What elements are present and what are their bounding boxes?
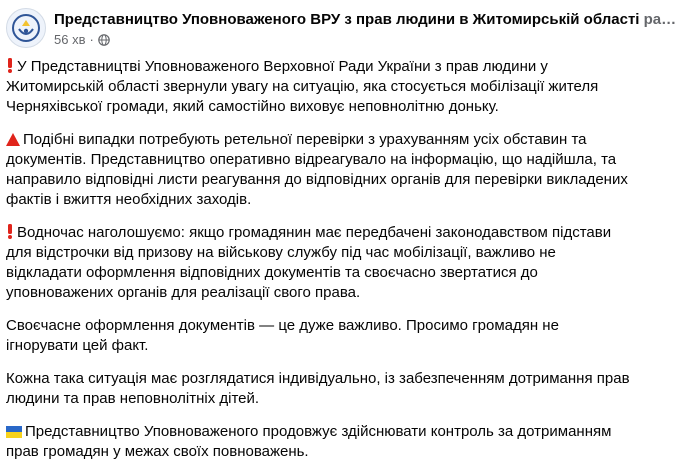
post-meta (54, 32, 110, 48)
red-triangle-emoji-icon (6, 133, 20, 146)
paragraph-text: Представництво Уповноваженого продовжує здійснювати контроль за дотриманням прав громадян у межах своїх повноважень. (6, 423, 612, 460)
page-name-truncation: ра… (639, 11, 676, 28)
post-timestamp[interactable]: 56 хв (54, 32, 86, 47)
page-name[interactable]: Представництво Уповноваженого ВРУ з прав людини в Житомирській області (54, 11, 640, 28)
post-header (0, 0, 676, 56)
exclamation-emoji-icon (6, 58, 14, 73)
post-paragraph (6, 57, 634, 117)
meta-separator: · (89, 32, 94, 47)
paragraph-text: Подібні випадки потребують ретельної перевірки з урахуванням усіх обставин та документів. Представництво оперативно відреагувало на інформацію, що надійшла, та направило відповідні листи реагування до відповідних органів для перевірки викладених фактів і вжиття необхідних заходів. (6, 131, 628, 208)
post-paragraph (6, 223, 634, 303)
exclamation-emoji-icon (6, 224, 14, 239)
paragraph-text: Своєчасне оформлення документів — це дуже важливо. Просимо громадян не ігнорувати цей факт. (6, 317, 559, 354)
ombudsman-logo-icon (7, 9, 47, 49)
post-paragraph (6, 422, 634, 462)
post-content (6, 57, 634, 475)
post-paragraph (6, 130, 634, 210)
page-name-link[interactable] (54, 10, 676, 29)
ukraine-flag-emoji-icon (6, 426, 22, 438)
paragraph-text: У Представництві Уповноваженого Верховної Ради України з прав людини у Житомирській області звернули увагу на ситуацію, яка стосується мобілізації жителя Черняхівської громади, який самостійно виховує неповнолітню доньку. (6, 58, 599, 115)
avatar[interactable] (6, 8, 46, 48)
paragraph-text: Кожна така ситуація має розглядатися індивідуально, із забезпеченням дотримання прав людини та прав неповнолітніх дітей. (6, 370, 630, 407)
post-paragraph (6, 316, 634, 356)
post-paragraph (6, 369, 634, 409)
paragraph-text: Водночас наголошуємо: якщо громадянин має передбачені законодавством підстави для відстрочки від призову на військову службу під час мобілізації, важливо не відкладати оформлення відповідних документів та своєчасно звертатися до уповноважених органів для реалізації свого права. (6, 224, 612, 301)
globe-icon[interactable] (98, 34, 110, 46)
